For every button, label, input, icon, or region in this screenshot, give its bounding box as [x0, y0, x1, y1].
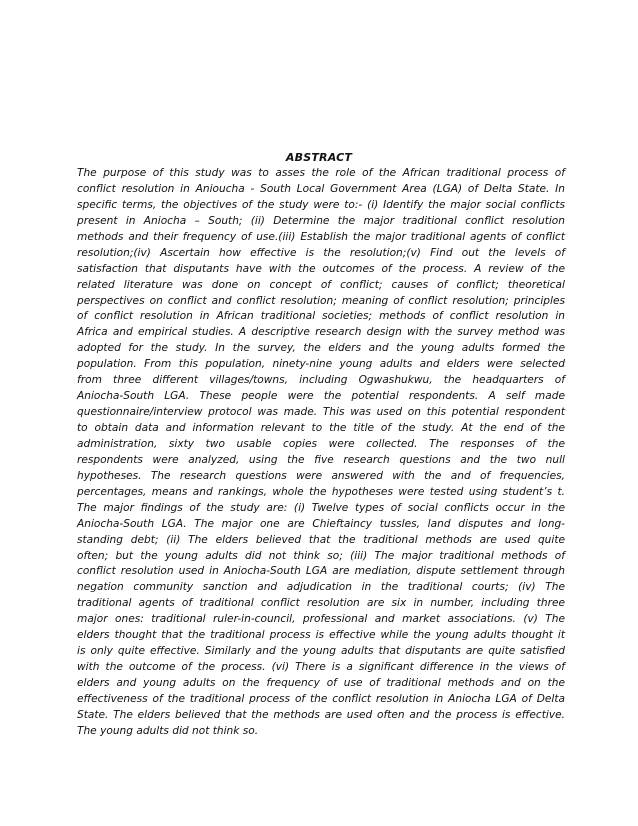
abstract-line: from three different villages/towns, including Ogwashukwu, the headquarters of: [77, 374, 565, 387]
abstract-line: standing debt; (ii) The elders believed that the traditional methods are used quite: [77, 533, 565, 546]
abstract-line: The major findings of the study are: (i) Twelve types of social conflicts occur in the: [77, 501, 565, 514]
abstract-line: Aniocha-South LGA. The major one are Chieftaincy tussles, land disputes and long-: [77, 517, 565, 530]
abstract-line: often; but the young adults did not think so; (iii) The major traditional methods of: [77, 549, 565, 562]
abstract-line: elders thought that the traditional process is effective while the young adults thought it: [77, 629, 565, 642]
abstract-line: respondents were analyzed, using the five research questions and the two null: [77, 453, 565, 466]
abstract-line: to obtain data and information relevant to the title of the study. At the end of the: [77, 422, 565, 434]
abstract-line: of conflict resolution in African traditional societies; methods of conflict resolution in: [77, 310, 565, 323]
abstract-line: hypotheses. The research questions were answered with the and of frequencies,: [77, 469, 565, 482]
abstract-line: administration, sixty two usable copies were collected. The responses of the: [77, 437, 565, 450]
abstract-line: adopted for the study. In the survey, the elders and the young adults formed the: [77, 342, 565, 355]
abstract-line: with the outcome of the process. (vi) There is a significant difference in the views of: [77, 661, 565, 674]
abstract-line: perspectives on conflict and conflict resolution; meaning of conflict resolution; principles: [77, 294, 565, 307]
abstract-line: conflict resolution in Anioucha - South Local Government Area (LGA) of Delta State. In: [77, 182, 565, 195]
abstract-body: [77, 166, 565, 740]
abstract-line: present in Aniocha – South; (ii) Determine the major traditional conflict resolution: [77, 214, 565, 227]
abstract-line: related literature was done on concept of conflict; causes of conflict; theoretical: [77, 278, 565, 291]
abstract-line: The young adults did not think so.: [77, 724, 259, 737]
abstract-line: Aniocha-South LGA. These people were the potential respondents. A self made: [77, 390, 565, 403]
abstract-line: major ones: traditional ruler-in-council, professional and market associations. (v) The: [77, 613, 565, 626]
abstract-line: population. From this population, ninety-nine young adults and elders were selected: [77, 358, 565, 371]
abstract-line: Africa and empirical studies. A descriptive research design with the survey method was: [77, 326, 565, 339]
abstract-line: is only quite effective. Similarly and the young adults that disputants are quite satisfied: [77, 645, 565, 658]
abstract-line: resolution;(iv) Ascertain how effective is the resolution;(v) Find out the levels of: [77, 246, 565, 259]
abstract-line: methods and their frequency of use.(iii) Establish the major traditional agents of conflict: [77, 230, 565, 243]
abstract-line: negation community sanction and adjudication in the traditional courts; (iv) The: [77, 581, 565, 594]
abstract-line: conflict resolution used in Aniocha-South LGA are mediation, dispute settlement through: [77, 565, 565, 578]
abstract-line: percentages, means and rankings, whole the hypotheses were tested using student’s t.: [77, 485, 565, 498]
abstract-line: The purpose of this study was to asses the role of the African traditional process of: [77, 167, 565, 179]
abstract-line: State. The elders believed that the methods are used often and the process is effective.: [77, 708, 565, 721]
abstract-line: satisfaction that disputants have with the outcomes of the process. A review of the: [77, 262, 565, 275]
abstract-line: elders and young adults on the frequency of use of traditional methods and on the: [77, 677, 565, 689]
abstract-heading: ABSTRACT: [285, 151, 353, 164]
abstract-line: traditional agents of traditional conflict resolution are six in number, including three: [77, 597, 565, 610]
abstract-line: questionnaire/interview protocol was made. This was used on this potential respondent: [77, 406, 565, 419]
abstract-line: effectiveness of the traditional process of the conflict resolution in Aniocha LGA of Delta: [77, 692, 565, 705]
abstract-line: specific terms, the objectives of the study were to:- (i) Identify the major social conflicts: [77, 198, 565, 211]
